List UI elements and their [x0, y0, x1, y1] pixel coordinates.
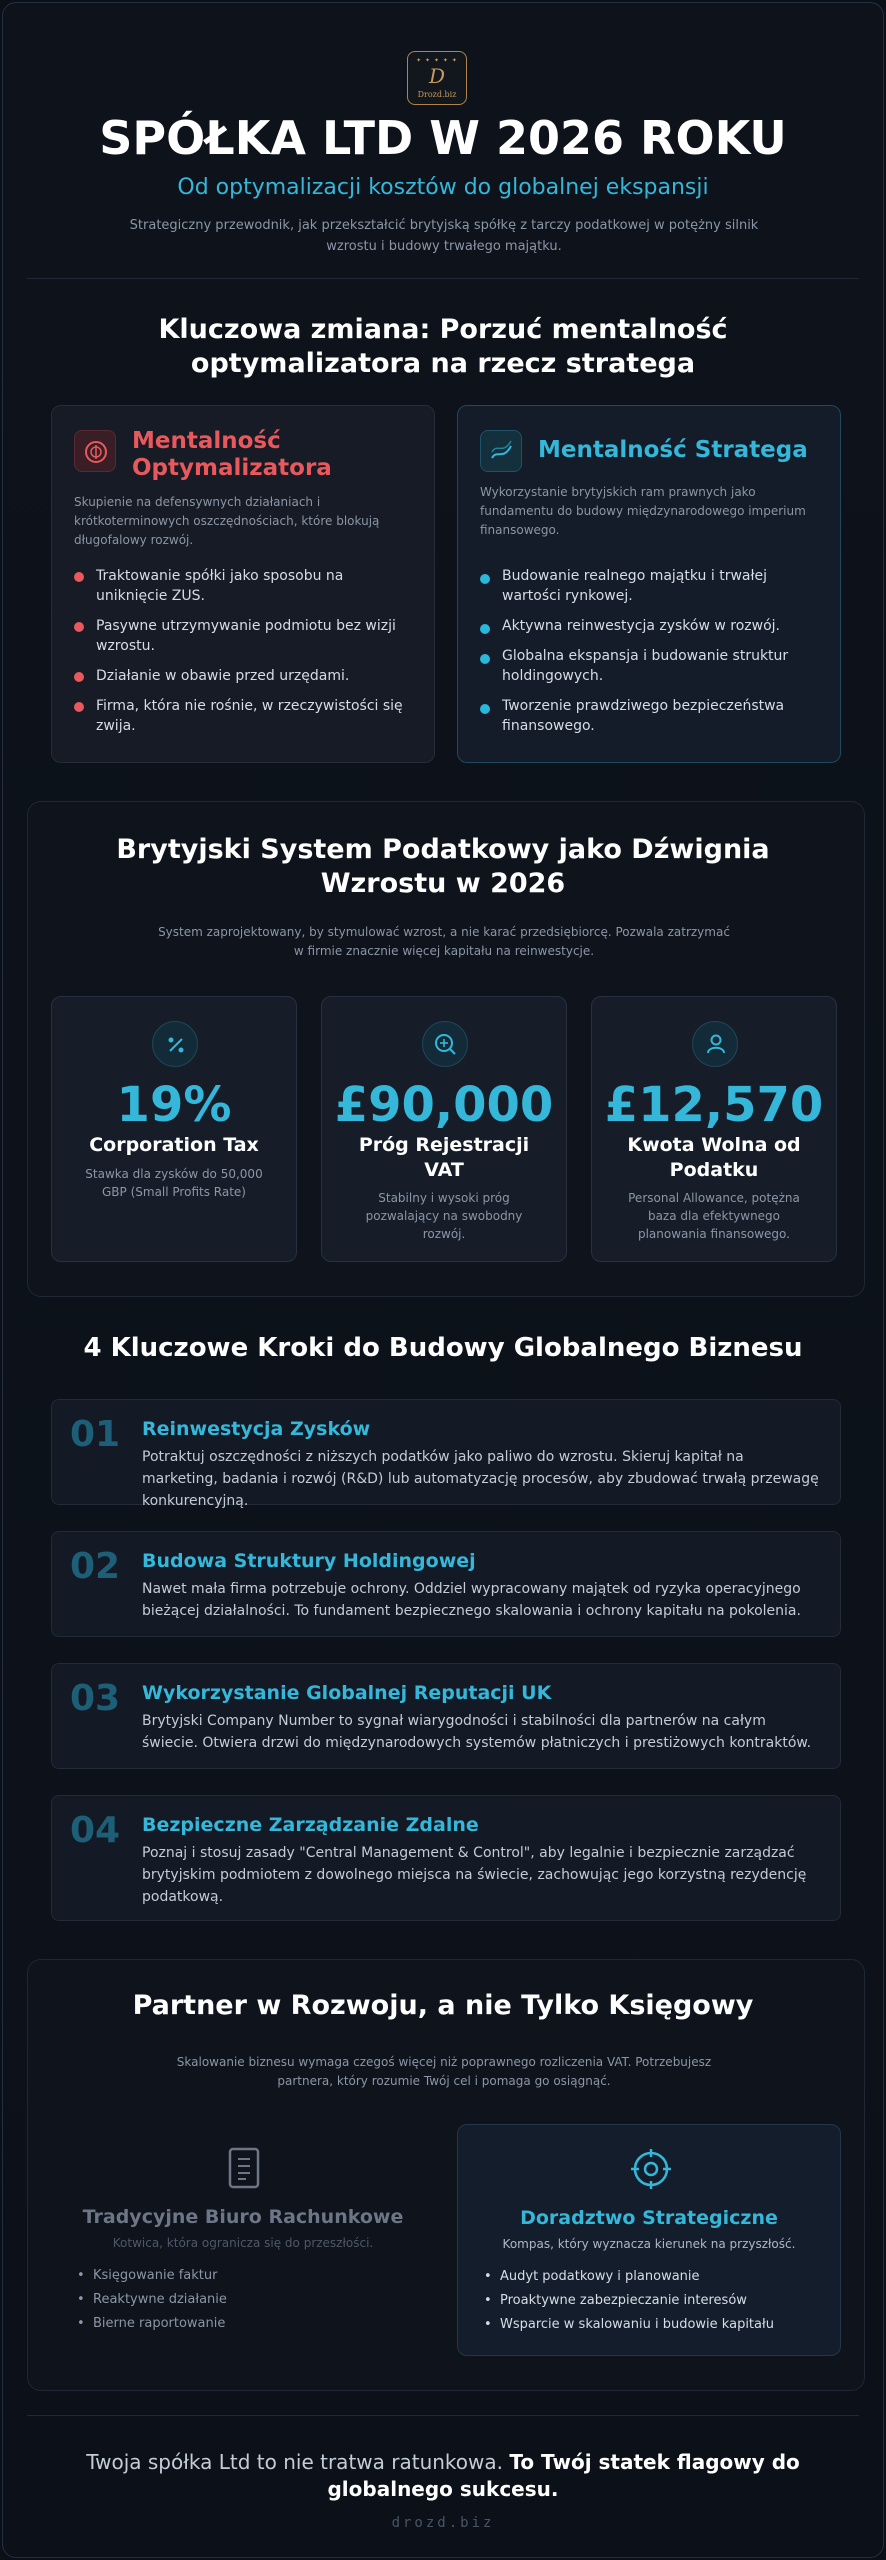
page-subtitle: Od optymalizacji kosztów do globalnej ekspansji	[177, 175, 709, 200]
tax-card	[591, 996, 837, 1262]
list-item: Globalna ekspansja i budowanie struktur holdingowych.	[480, 646, 818, 686]
traditional-list	[75, 2264, 415, 2336]
mindset-title: Kluczowa zmiana: Porzuć mentalność optymalizatora na rzecz stratega	[158, 314, 728, 379]
list-item: Tworzenie prawdziwego bezpieczeństwa finansowego.	[480, 696, 818, 736]
list-item: Traktowanie spółki jako sposobu na uniknięcie ZUS.	[74, 566, 412, 606]
step-description: Brytyjski Company Number to sygnał wiarygodności i stabilności dla partnerów na całym świecie. Otwiera drzwi do międzynarodowych systemów płatniczych i prestiżowych kontraktów.	[142, 1713, 812, 1751]
tax-label: Corporation Tax	[89, 1134, 259, 1156]
partner-description: Skalowanie biznesu wymaga czegoś więcej niż poprawnego rozliczenia VAT. Potrzebujesz partnera, który rozumie Twój cel i pomaga go osiągnąć.	[176, 2055, 712, 2088]
list-item: Pasywne utrzymywanie podmiotu bez wizji wzrostu.	[74, 616, 412, 656]
strategic-list	[482, 2265, 820, 2337]
strategist-title: Mentalność Stratega	[538, 437, 808, 463]
tax-card-description: Stawka dla zysków do 50,000 GBP (Small Profits Rate)	[85, 1167, 263, 1199]
step-title: Bezpieczne Zarządzanie Zdalne	[142, 1814, 479, 1836]
tax-card-description: Stabilny i wysoki próg pozwalający na swobodny rozwój.	[365, 1191, 523, 1241]
tax-card-description: Personal Allowance, potężna baza dla efektywnego planowania finansowego.	[628, 1191, 800, 1241]
tax-value: £12,570	[604, 1077, 824, 1133]
tax-card	[321, 996, 567, 1262]
list-item: • Bierne raportowanie	[75, 2312, 415, 2336]
infographic-frame	[2, 2, 884, 2558]
step-title: Reinwestycja Zysków	[142, 1418, 371, 1440]
bullet-icon	[480, 624, 490, 634]
compass-icon	[630, 2147, 672, 2191]
step-number: 04	[70, 1810, 121, 1851]
tax-value: £90,000	[334, 1077, 554, 1133]
step-card	[51, 1795, 841, 1921]
percent-icon	[152, 1021, 198, 1067]
logo-word: Drozd.biz	[417, 90, 457, 99]
step-card	[51, 1663, 841, 1769]
step-number: 02	[70, 1546, 121, 1587]
step-description: Poznaj i stosuj zasady "Central Management & Control", aby legalnie i bezpiecznie zarządzać brytyjskim podmiotem z dowolnego miejsca na świecie, zachowując jego korzystną rezydencję podatkową.	[142, 1845, 807, 1905]
tax-card	[51, 996, 297, 1262]
footer-tagline-plain: Twoja spółka Ltd to nie tratwa ratunkowa.	[86, 2450, 503, 2474]
list-item: Działanie w obawie przed urzędami.	[74, 666, 412, 686]
step-title: Wykorzystanie Globalnej Reputacji UK	[142, 1682, 552, 1704]
list-item: • Księgowanie faktur	[75, 2264, 415, 2288]
strategist-description: Wykorzystanie brytyjskich ram prawnych jako fundamentu do budowy międzynarodowego imperium finansowego.	[480, 485, 806, 537]
tax-label: Kwota Wolna od Podatku	[627, 1134, 801, 1181]
steps-title: 4 Kluczowe Kroki do Budowy Globalnego Biznesu	[83, 1333, 803, 1363]
strategist-card	[457, 405, 841, 763]
step-number: 01	[70, 1414, 121, 1455]
optimizer-card	[51, 405, 435, 763]
tax-title: Brytyjski System Podatkowy jako Dźwignia Wzrostu w 2026	[116, 834, 770, 899]
step-title: Budowa Struktury Holdingowej	[142, 1550, 476, 1572]
strategic-subtitle: Kompas, który wyznacza kierunek na przyszłość.	[502, 2237, 796, 2251]
tax-description: System zaprojektowany, by stymulować wzrost, a nie karać przedsiębiorcę. Pozwala zatrzymać w firmie znacznie więcej kapitału na reinwestycje.	[158, 925, 730, 958]
coin-icon	[74, 430, 116, 472]
list-item: • Audyt podatkowy i planowanie	[482, 2265, 820, 2289]
bullet-icon	[74, 622, 84, 632]
partner-title: Partner w Rozwoju, a nie Tylko Księgowy	[132, 1990, 754, 2021]
bullet-icon	[480, 704, 490, 714]
step-card	[51, 1399, 841, 1509]
strategist-list	[480, 566, 818, 746]
strategic-advisory-column	[457, 2124, 841, 2356]
bullet-icon	[480, 654, 490, 664]
strategic-title: Doradztwo Strategiczne	[520, 2207, 778, 2229]
list-item: Budowanie realnego majątku i trwałej wartości rynkowej.	[480, 566, 818, 606]
optimizer-description: Skupienie na defensywnych działaniach i krótkoterminowych oszczędnościach, które blokują długofalowy rozwój.	[74, 495, 380, 547]
optimizer-list	[74, 566, 412, 746]
page-title: SPÓŁKA LTD W 2026 ROKU	[99, 111, 787, 165]
search-plus-icon	[422, 1021, 468, 1067]
page-description: Strategiczny przewodnik, jak przekształcić brytyjską spółkę z tarczy podatkowej w potężny silnik wzrostu i budowy trwałego majątku.	[129, 218, 759, 254]
traditional-subtitle: Kotwica, która ogranicza się do przeszłości.	[112, 2236, 374, 2250]
list-item: Aktywna reinwestycja zysków w rozwój.	[480, 616, 818, 636]
step-description: Potraktuj oszczędności z niższych podatków jako paliwo do wzrostu. Skieruj kapitał na marketing, badania i rozwój (R&D) lub automatyzację procesów, aby zbudować trwałą przewagę konkurencyjną.	[142, 1449, 819, 1509]
tax-value: 19%	[116, 1077, 232, 1133]
traditional-title: Tradycyjne Biuro Rachunkowe	[82, 2206, 404, 2228]
document-icon	[223, 2146, 265, 2190]
bullet-icon	[480, 574, 490, 584]
drozd-logo: ✦ ✦ ✦ ✦ ✦ D Drozd.biz	[407, 51, 467, 105]
list-item: • Reaktywne działanie	[75, 2288, 415, 2312]
person-icon	[692, 1021, 738, 1067]
list-item: • Wsparcie w skalowaniu i budowie kapitału	[482, 2313, 820, 2337]
bullet-icon	[74, 672, 84, 682]
divider	[27, 2415, 859, 2416]
footer-brand[interactable]: drozd.biz	[391, 2515, 495, 2531]
bullet-icon	[74, 702, 84, 712]
route-icon	[480, 430, 522, 472]
traditional-office-column	[51, 2124, 435, 2356]
step-number: 03	[70, 1678, 121, 1719]
bullet-icon	[74, 572, 84, 582]
step-description: Nawet mała firma potrzebuje ochrony. Oddziel wypracowany majątek od ryzyka operacyjnego bieżącej działalności. To fundament bezpiecznego skalowania i ochrony kapitału na pokolenia.	[142, 1581, 801, 1619]
list-item: Firma, która nie rośnie, w rzeczywistości się zwija.	[74, 696, 412, 736]
footer-tagline-bold: To Twój statek flagowy do globalnego sukcesu.	[327, 2450, 800, 2501]
tax-label: Próg Rejestracji VAT	[358, 1134, 530, 1181]
footer-tagline	[63, 2449, 823, 2503]
optimizer-title: Mentalność Optymalizatora	[132, 428, 332, 481]
logo-mark: D	[428, 64, 446, 88]
list-item: • Proaktywne zabezpieczanie interesów	[482, 2289, 820, 2313]
step-card	[51, 1531, 841, 1637]
divider	[27, 278, 859, 279]
